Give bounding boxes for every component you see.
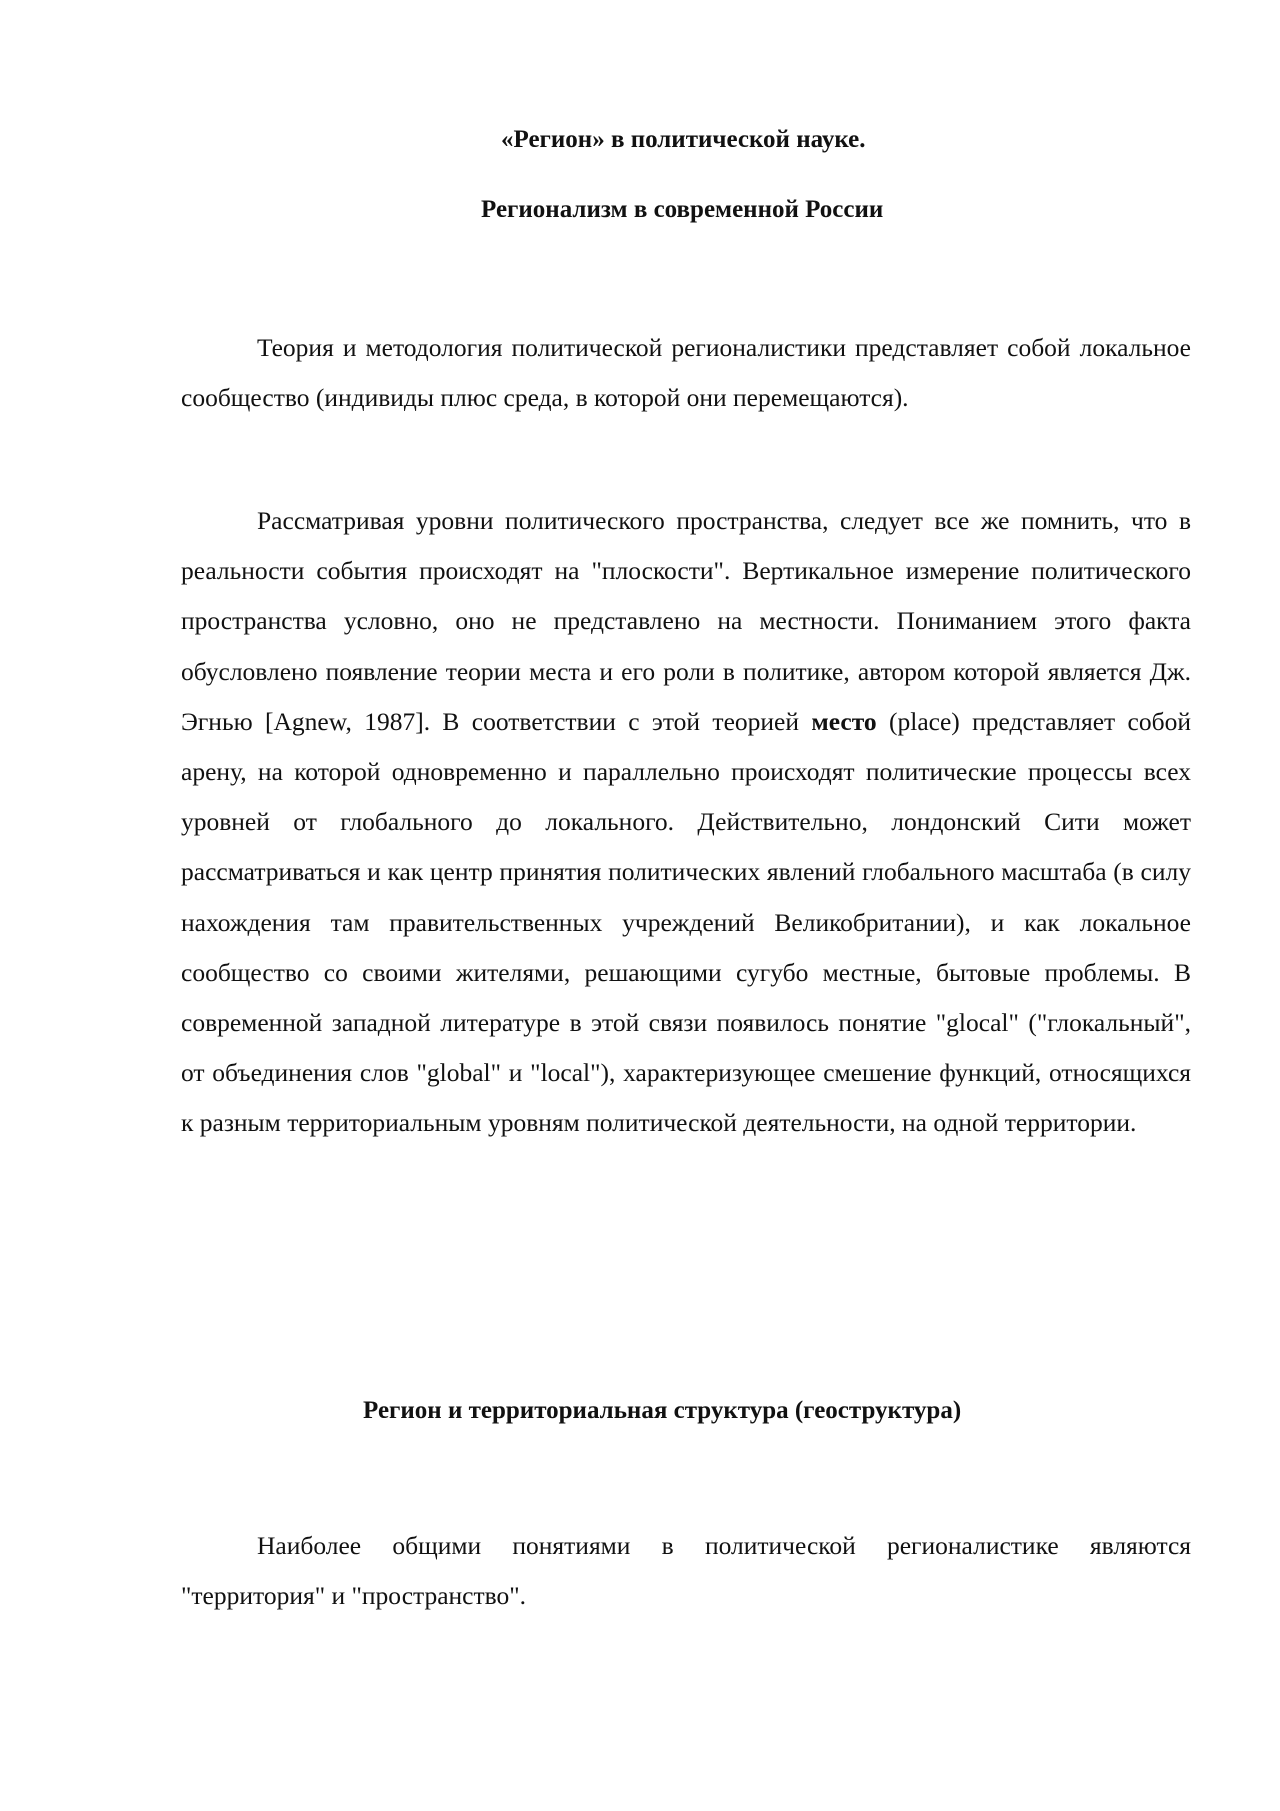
bold-term-place: место xyxy=(811,706,877,736)
paragraph-levels-text-1: Рассматривая уровни политического пространства, следует все же помнить, что в реальности события происходят на "плоскости". Вертикальное измерение политического пространства условно, оно не представлено на местности. Пониманием этого факта обусловлено появление теории места и его роли в политике, автором которой является Дж. Эгнью [Agnew, 1987]. В соответствии с этой теорией xyxy=(181,506,1191,736)
paragraph-levels-text-2: (place) представляет собой арену, на которой одновременно и параллельно происходят политические процессы всех уровней от глобального до локального. Действительно, лондонский Сити может рассматриваться и как центр принятия политических явлений глобального масштаба (в силу нахождения там правительственных учреждений Великобритании), и как локальное сообщество со своими жителями, решающими сугубо местные, бытовые проблемы. В современной западной литературе в этой связи появилось понятие "glocal" ("глокальный", от объединения слов "global" и "local"), характеризующее смешение функций, относящихся к разным территориальным уровням политической деятельности, на одной территории. xyxy=(181,706,1191,1138)
document-title-line-2: Регионализм в современной России xyxy=(481,196,884,223)
paragraph-theory: Теория и методология политической регионалистики представляет собой локальное сообщество (индивиды плюс среда, в которой они перемещаются). xyxy=(181,333,1191,413)
document-title-line-1: «Регион» в политической науке. xyxy=(501,126,866,153)
section-heading: Регион и территориальная структура (геоструктура) xyxy=(363,1397,962,1424)
paragraph-concepts: Наиболее общими понятиями в политической регионалистике являются "территория" и "пространство". xyxy=(181,1531,1191,1611)
paragraph-levels xyxy=(181,496,1191,1149)
